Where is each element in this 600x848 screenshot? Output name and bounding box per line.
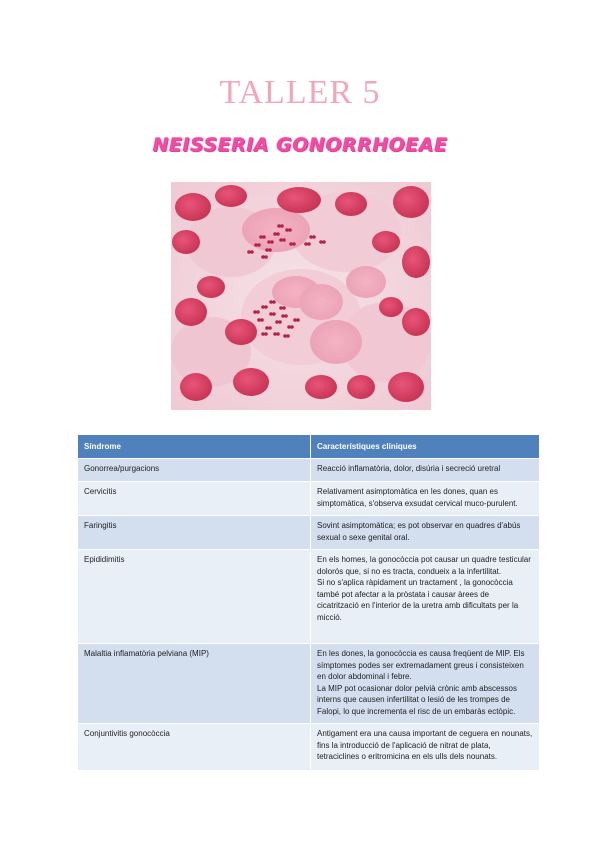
table-row — [78, 644, 540, 724]
table-row — [78, 724, 540, 770]
features-text: La MIP pot ocasionar dolor pelvià crònic amb abscessos interns que causen infertilitat o lesió de les trompes de Falopi, lo que incrementa el risc de un embaràs ectòpic. — [317, 683, 517, 716]
table-row — [78, 550, 540, 644]
features-text: Relativament asimptomàtica en les dones, quan es simptomàtica, s'observa exsudat cervical muco-purulent. — [317, 487, 518, 508]
features-text: Sovint asimptomàtica; es pot observar en quadres d'abús sexual o sexe genital oral. — [317, 521, 521, 542]
features-text: Reacció inflamatòria, dolor, disúria i secreció uretral — [317, 464, 501, 473]
syndrome-cell: Cervicitis — [78, 482, 311, 516]
features-cell — [311, 644, 540, 724]
column-header-features: Característiques clíniques — [311, 435, 540, 459]
table-row — [78, 516, 540, 550]
syndrome-cell: Epididimitis — [78, 550, 311, 644]
features-cell — [311, 516, 540, 550]
gram-stain-micrograph — [171, 182, 431, 410]
features-text: Antigament era una causa important de ceguera en nounats, fins la introducció de l'aplicació de nitrat de plata, tetraciclines o eritromicina en els ulls dels nounats. — [317, 729, 533, 761]
features-cell — [311, 550, 540, 644]
syndrome-cell: Gonorrea/purgacions — [78, 459, 311, 482]
features-cell — [311, 459, 540, 482]
features-text: En les dones, la gonocòccia es causa freqüent de MIP. Els símptomes podes ser extremadament greus i consisteixen en dolor abdominal i febre. — [317, 649, 525, 681]
table-row — [78, 482, 540, 516]
syndromes-table — [78, 435, 540, 770]
features-cell — [311, 724, 540, 770]
features-cell — [311, 482, 540, 516]
column-header-syndrome: Síndrome — [78, 435, 311, 459]
syndrome-cell: Faringitis — [78, 516, 311, 550]
page-title: TALLER 5 — [219, 74, 381, 111]
syndrome-cell: Conjuntivitis gonocòccia — [78, 724, 311, 770]
page-subtitle: NEISSERIA GONORRHOEAE — [152, 134, 448, 156]
features-text: En els homes, la gonocòccia pot causar un quadre testicular dolorós que, si no es tracta, condueix a la infertilitat. — [317, 555, 531, 576]
table-row — [78, 459, 540, 482]
syndrome-cell: Malaltia inflamatòria pelviana (MIP) — [78, 644, 311, 724]
table-header-row — [78, 435, 540, 459]
features-text: Si no s'aplica ràpidament un tractament , la gonocòccia també pot afectar a la pròstata i causar àrees de cicatrització en l'interior de la uretra amb dificultats per la micció. — [317, 578, 519, 622]
